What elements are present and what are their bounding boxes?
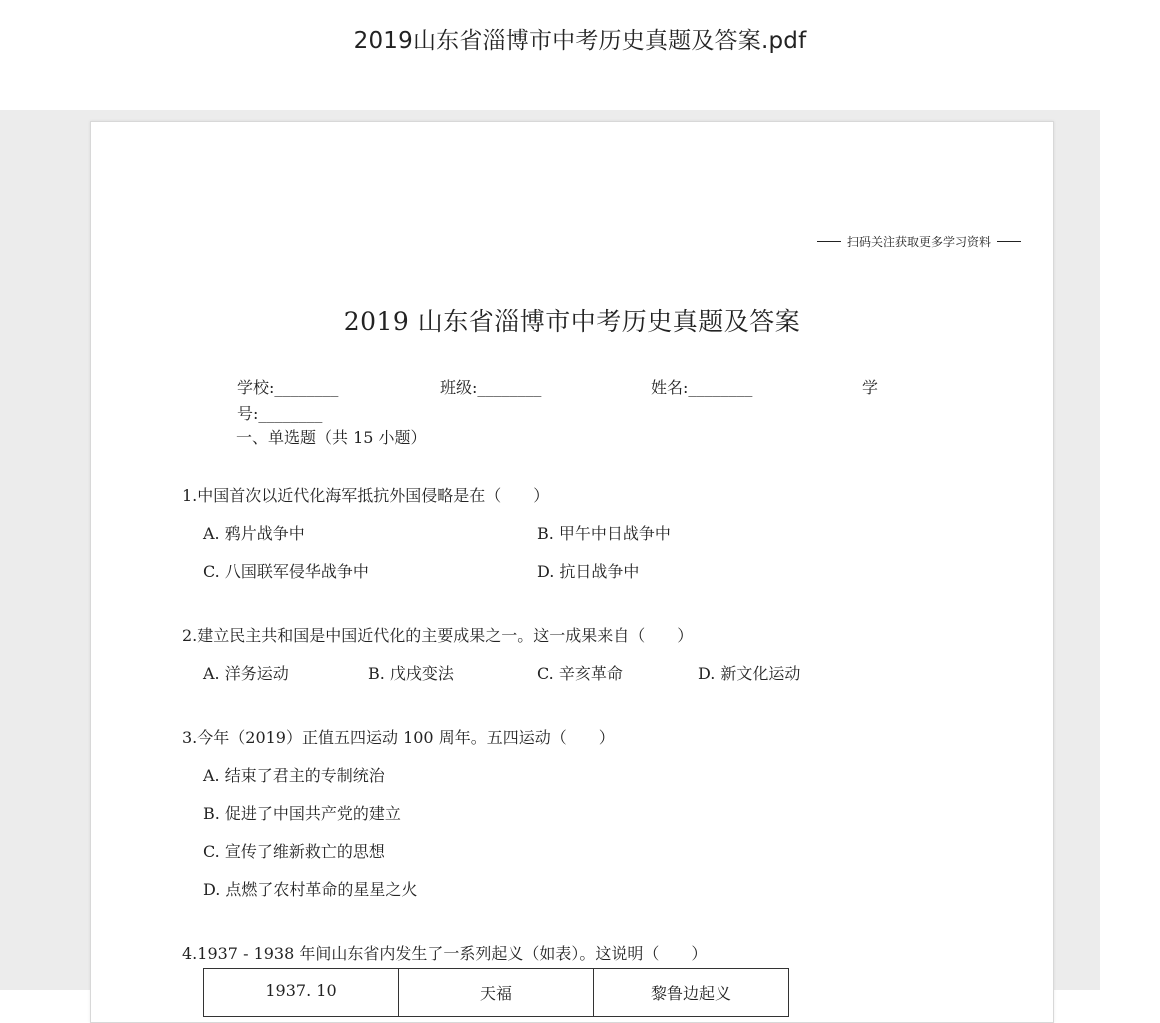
document-title: 2019 山东省淄博市中考历史真题及答案	[343, 307, 801, 336]
table-cell: 天福	[399, 969, 594, 1017]
question-1-option-c: C. 八国联军侵华战争中	[203, 562, 369, 581]
student-id-label-start: 学	[862, 378, 879, 397]
header-rule-left	[817, 241, 841, 242]
question-4-stem: 4.1937 - 1938 年间山东省内发生了一系列起义（如表）。这说明（ ）	[182, 944, 708, 963]
question-2-option-c: C. 辛亥革命	[537, 664, 623, 683]
question-2-option-b: B. 戊戌变法	[368, 664, 454, 683]
class-field: 班级:________	[440, 378, 542, 397]
question-1-option-b: B. 甲午中日战争中	[537, 524, 671, 543]
question-3-option-d: D. 点燃了农村革命的星星之火	[203, 880, 418, 899]
school-field: 学校:________	[237, 378, 339, 397]
title-bar	[0, 0, 1100, 110]
question-2-option-a: A. 洋务运动	[203, 664, 289, 683]
question-3-option-b: B. 促进了中国共产党的建立	[203, 804, 401, 823]
pdf-page	[90, 121, 1054, 1023]
student-id-field: 号:________	[237, 404, 323, 423]
table-row	[204, 969, 789, 1017]
header-note	[811, 233, 1027, 250]
document-viewer[interactable]	[0, 110, 1100, 1003]
question-1-stem: 1.中国首次以近代化海军抵抗外国侵略是在（ ）	[182, 486, 550, 505]
name-field: 姓名:________	[651, 378, 753, 397]
table-cell: 黎鲁边起义	[594, 969, 789, 1017]
question-2-stem: 2.建立民主共和国是中国近代化的主要成果之一。这一成果来自（ ）	[182, 626, 694, 645]
table-cell: 1937. 10	[204, 969, 399, 1017]
question-1-option-d: D. 抗日战争中	[537, 562, 640, 581]
question-4-table	[203, 968, 789, 1017]
header-note-text: 扫码关注获取更多学习资料	[846, 235, 991, 249]
question-1-option-a: A. 鸦片战争中	[203, 524, 305, 543]
question-3-stem: 3.今年（2019）正值五四运动 100 周年。五四运动（ ）	[182, 728, 615, 747]
question-3-option-c: C. 宣传了维新救亡的思想	[203, 842, 385, 861]
file-title: 2019山东省淄博市中考历史真题及答案.pdf	[353, 28, 807, 54]
question-2-option-d: D. 新文化运动	[698, 664, 801, 683]
question-3-option-a: A. 结束了君主的专制统治	[203, 766, 385, 785]
header-rule-right	[997, 241, 1021, 242]
section-title: 一、单选题（共 15 小题）	[236, 428, 427, 447]
